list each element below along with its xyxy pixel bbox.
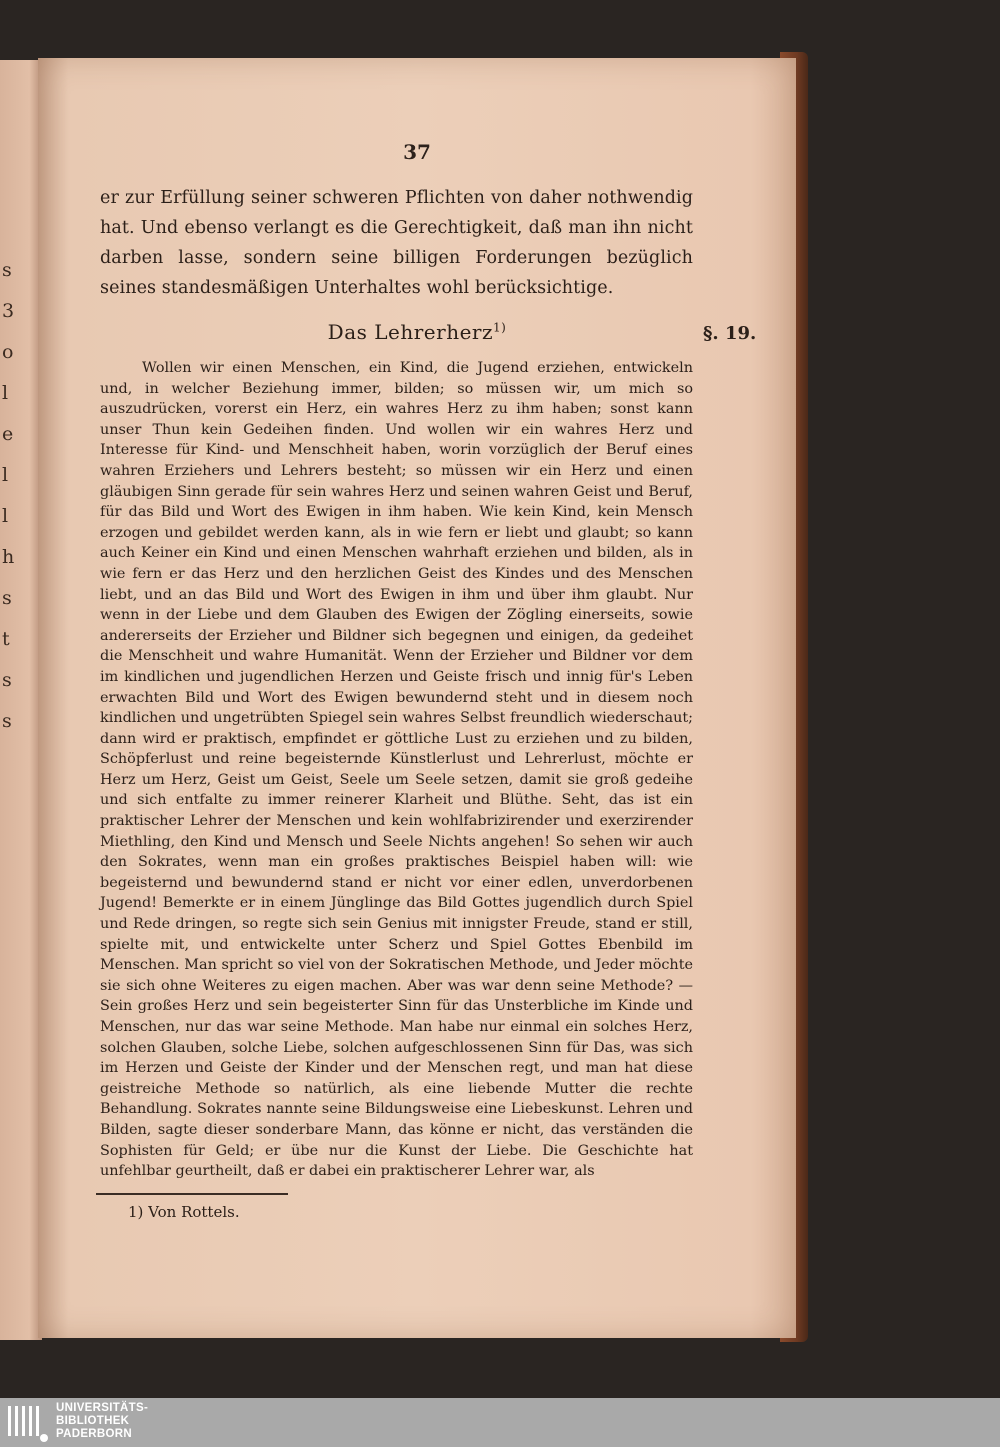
fragment: l	[2, 382, 9, 404]
library-name-line: PADERBORN	[56, 1428, 132, 1440]
facing-page-edge	[0, 60, 42, 1340]
section-heading-text: Das Lehrerherz	[327, 320, 494, 344]
library-name-line: UNIVERSITÄTS-	[56, 1402, 149, 1414]
section-number: §. 19.	[703, 323, 757, 344]
page-number: 37	[403, 140, 431, 164]
library-footer	[0, 1398, 1000, 1447]
library-name-line: BIBLIOTHEK	[56, 1415, 130, 1427]
footnote: 1) Von Rottels.	[128, 1203, 240, 1221]
fragment: s	[2, 259, 12, 281]
library-name	[56, 1402, 148, 1441]
body-paragraph: Wollen wir einen Menschen, ein Kind, die Jugend erziehen, entwickeln und, in welcher Beziehung immer, bilden; so müssen wir, um mich so auszudrücken, vorerst ein Herz, ein wahres Herz zu ihm haben; sonst kann unser Thun kein Gedeihen finden. Und wollen wir ein wahres Herz und Interesse für Kind- und Menschheit haben, worin vorzüglich der Beruf eines wahren Erziehers und Lehrers besteht; so müssen wir ein Herz und einen gläubigen Sinn gerade für sein wahres Herz und seinen wahren Geist und Beruf, für das Bild und Wort des Ewigen in ihm haben. Wie kein Kind, kein Mensch erzogen und gebildet werden kann, als in wie fern er liebt und glaubt; so kann auch Keiner ein Kind und einen Menschen wahrhaft erziehen und bilden, als in wie fern er das Herz und den herzlichen Geist des Kindes und des Menschen liebt, und an das Bild und Wort des Ewigen in ihm und über ihm glaubt. Nur wenn in der Liebe und dem Glauben des Ewigen der Zögling einerseits, sowie andererseits der Erzieher und Bildner sich begegnen und einigen, da gedeihet die Menschheit und wahre Humanität. Wenn der Erzieher und Bildner vor dem im kindlichen und jugendlichen Herzen und Geiste frisch und innig für's Leben erwachten Bild und Wort des Ewigen bewundernd steht und in diesem noch kindlichen und ungetrübten Spiegel sein wahres Selbst freundlich wiederschaut; dann wird er praktisch, empfindet er göttliche Lust zu erziehen und zu bilden, Schöpferlust und reine begeisternde Künstlerlust und Lehrerlust, möchte er Herz um Herz, Geist um Geist, Seele um Seele setzen, damit sie groß gedeihe und sich entfalte zu immer reinerer Klarheit und Blüthe. Seht, das ist ein praktischer Lehrer der Menschen und kein wohlfabrizirender und exerzirender Miethling, den Kind und Mensch und Seele Nichts angehen! So sehen wir auch den Sokrates, wenn man ein großes praktisches Beispiel haben will: wie begeisternd und bewundernd stand er nicht vor einer edlen, unverdorbenen Jugend! Bemerkte er in einem Jünglinge das Bild Gottes jugendlich durch Spiel und Rede dringen, so regte sich sein Genius mit innigster Freude, stand er still, spielte mit, und entwickelte unter Scherz und Spiel Gottes Ebenbild im Menschen. Man spricht so viel von der Sokratischen Methode, und Jeder möchte sie sich ohne Weiteres zu eigen machen. Aber was war denn seine Methode? — Sein großes Herz und sein begeisterter Sinn für das Unsterbliche im Kinde und Menschen, nur das war seine Methode. Man habe nur einmal ein solches Herz, solchen Glauben, solche Liebe, solchen aufgeschlossenen Sinn für Das, was sich im Herzen und Geiste der Kinder und der Menschen regt, und man hat diese geistreiche Methode so natürlich, als eine liebende Mutter die rechte Behandlung. Sokrates nannte seine Bildungsweise eine Liebeskunst. Lehren und Bilden, sagte dieser sonderbare Mann, das könne er nicht, das verständen die Sophisten für Geld; er übe nur die Kunst der Liebe. Die Geschichte hat unfehlbar geurtheilt, daß er dabei ein praktischerer Lehrer war, als	[100, 360, 693, 1180]
fragment: o	[2, 341, 14, 363]
fragment: l	[2, 464, 9, 486]
section-heading	[38, 320, 796, 344]
fragment: s	[2, 710, 12, 732]
fragment: l	[2, 505, 9, 527]
continued-paragraph: er zur Erfüllung seiner schweren Pflichten von daher nothwendig hat. Und ebenso verlangt es die Gerechtigkeit, daß man ihn nicht darben lasse, sondern seine billigen Forderungen bezüglich seines standesmäßigen Unterhaltes wohl berücksichtige.	[100, 188, 693, 298]
footnote-marker: 1)	[493, 320, 507, 335]
book-page	[38, 58, 796, 1338]
fragment: s	[2, 669, 12, 691]
fragment: s	[2, 587, 12, 609]
fragment: e	[2, 423, 14, 445]
footnote-divider	[96, 1193, 288, 1195]
facing-page-fragments	[2, 250, 22, 742]
fragment: h	[2, 546, 15, 568]
fragment: 3	[2, 300, 15, 322]
library-logo-icon	[6, 1402, 50, 1444]
fragment: t	[2, 628, 10, 650]
